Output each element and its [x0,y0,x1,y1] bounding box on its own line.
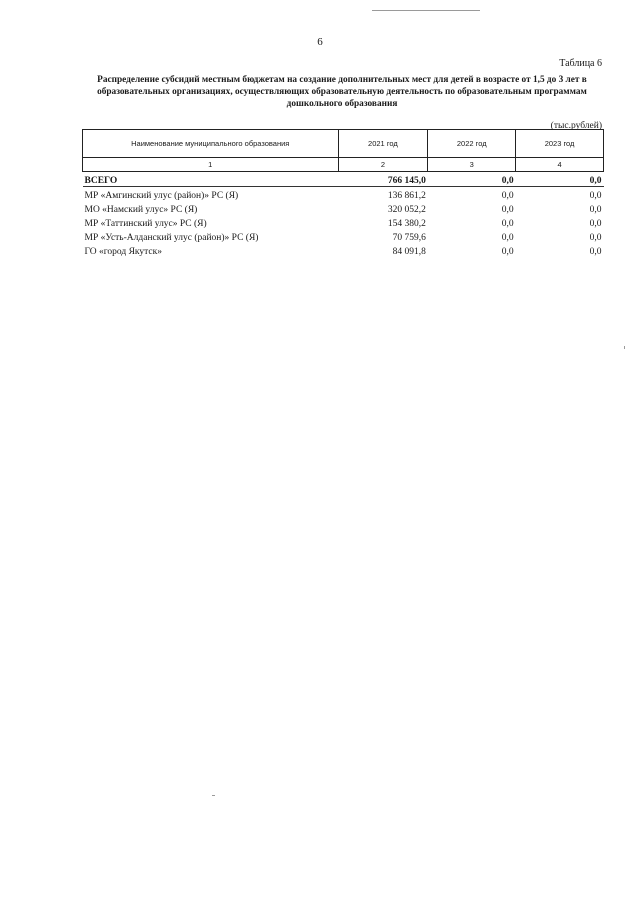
value-2022: 0,0 [501,233,514,243]
value-2021: 154 380,2 [387,219,426,229]
value-2021: 766 145,0 [338,172,428,187]
value-2022: 0,0 [501,219,514,229]
scan-artifact-right [624,346,625,349]
value-2021: 84 091,8 [392,247,426,257]
subsidy-table [82,129,604,257]
scan-artifact-bottom [212,795,215,796]
table-header-row [83,130,604,158]
table-row [83,229,604,243]
table-row-total [83,172,604,187]
value-2022: 0,0 [501,191,514,201]
row-name: МР «Амгинский улус (район)» РС (Я) [84,191,239,201]
table-label: Таблица 6 [559,58,602,69]
value-2022: 0,0 [501,205,514,215]
value-2022: 0,0 [428,172,516,187]
value-2023: 0,0 [589,205,602,215]
column-number: 1 [83,158,339,172]
header-2022: 2022 год [428,130,516,158]
value-2023: 0,0 [516,172,604,187]
column-number: 4 [516,158,604,172]
value-2023: 0,0 [589,233,602,243]
row-name: МО «Намский улус» РС (Я) [84,205,198,215]
row-name: ВСЕГО [83,172,339,187]
column-number: 3 [428,158,516,172]
document-title: Распределение субсидий местным бюджетам на создание дополнительных мест для детей в возрасте от 1,5 до 3 лет в образовательных организациях, осуществляющих образовательную деятельность по образовательным программам дошкольного образования [97,75,587,109]
table-row [83,201,604,215]
value-2022: 0,0 [501,247,514,257]
header-2021: 2021 год [338,130,428,158]
value-2021: 320 052,2 [387,205,426,215]
scan-artifact-top [372,10,480,11]
row-name: МР «Таттинский улус» РС (Я) [84,219,207,229]
value-2021: 70 759,6 [392,233,426,243]
page-number: 6 [317,36,323,48]
row-name: МР «Усть-Алданский улус (район)» РС (Я) [84,233,259,243]
units-label: (тыс.рублей) [550,121,602,131]
header-municipality: Наименование муниципального образования [83,130,339,158]
header-2023: 2023 год [516,130,604,158]
table-row [83,187,604,202]
value-2023: 0,0 [589,247,602,257]
value-2023: 0,0 [589,219,602,229]
table-row [83,215,604,229]
column-number-row [83,158,604,172]
row-name: ГО «город Якутск» [84,247,163,257]
table-row [83,243,604,257]
value-2021: 136 861,2 [387,191,426,201]
value-2023: 0,0 [589,191,602,201]
column-number: 2 [338,158,428,172]
